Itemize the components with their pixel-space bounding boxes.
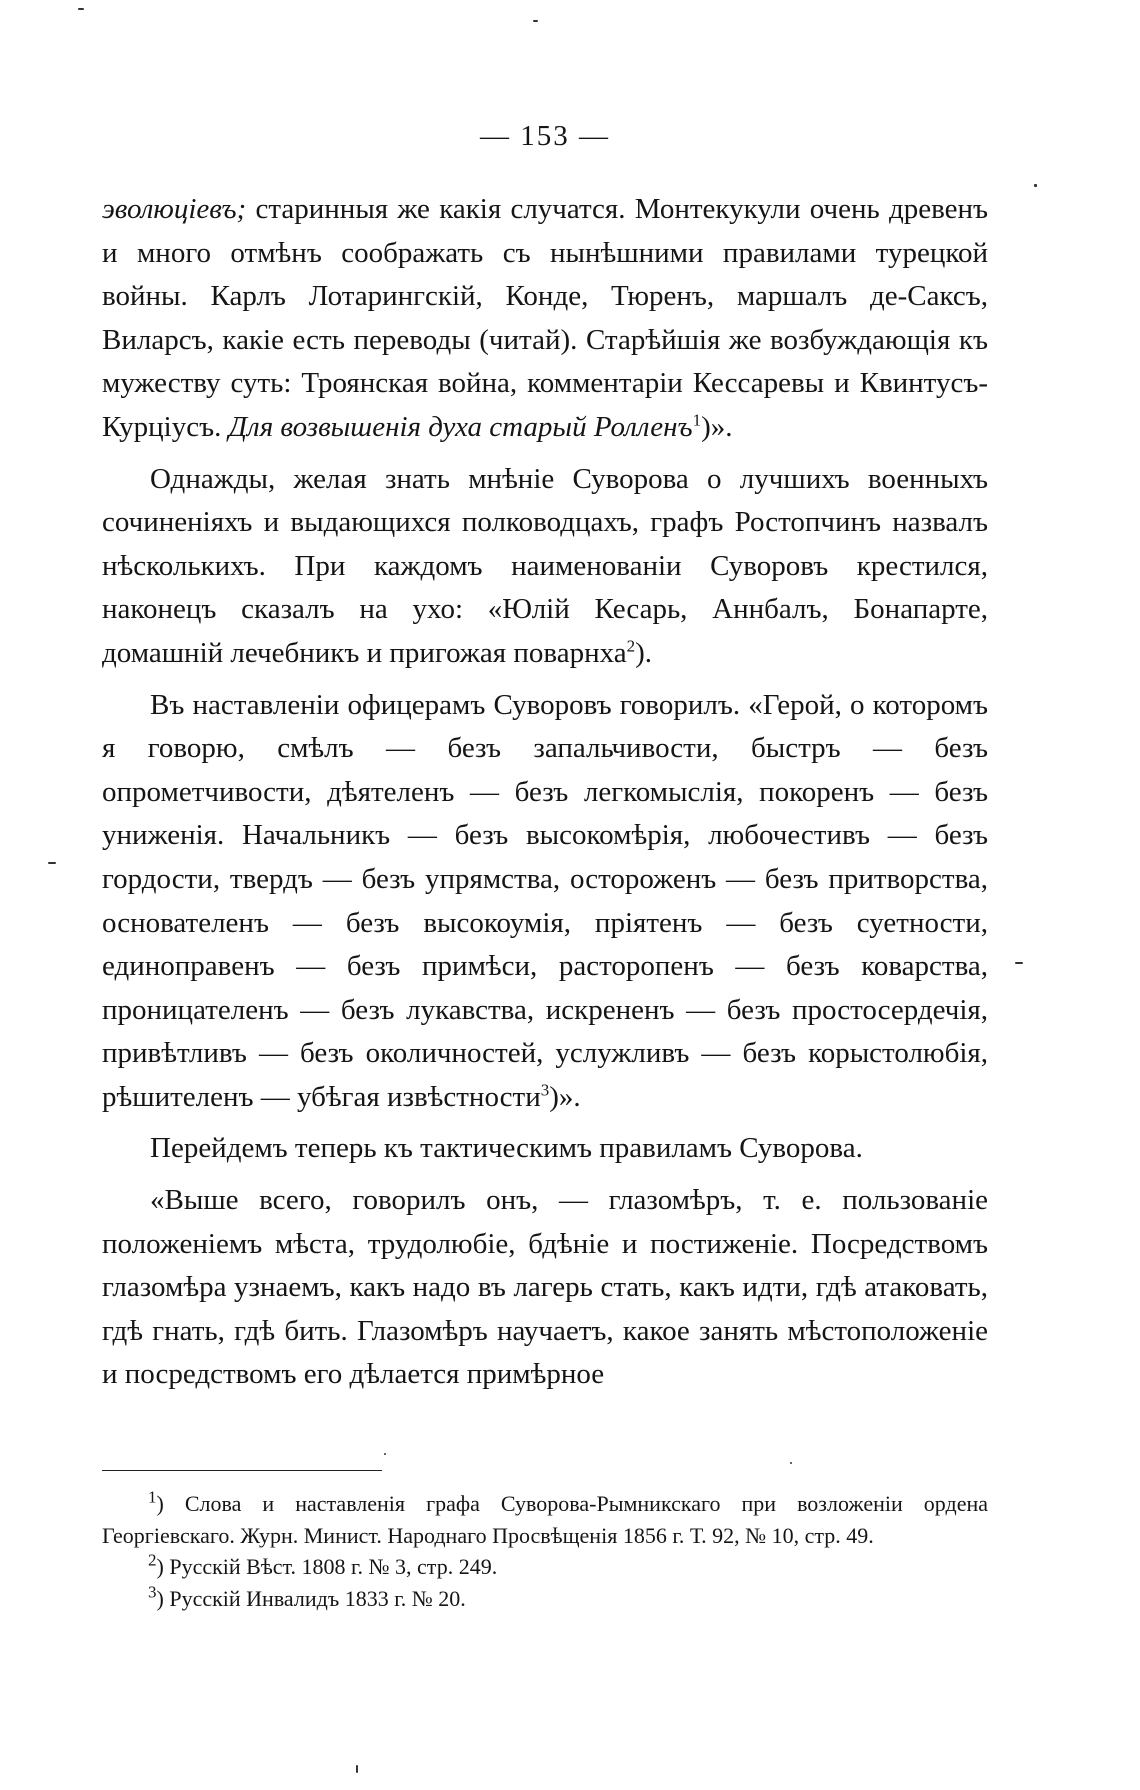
scan-speck bbox=[1034, 184, 1037, 187]
text-run: )». bbox=[549, 1080, 581, 1113]
footnote-text: Русскій Инвалидъ 1833 г. № 20. bbox=[169, 1585, 466, 1611]
footnote-marker: 1 bbox=[148, 1487, 157, 1507]
footnote-2: $^2$) Русскій Вѣст. 1808 г. № 3, стр. 249. bbox=[148, 1550, 498, 1579]
footnote-text: Слова и наставленія графа Суворова-Рымникскаго при возложеніи ордена Георгіевскаго. Журн. Минист. Народнаго Просвѣщенія 1856 г. Т. 92, № 10, стр. 49. bbox=[102, 1491, 989, 1548]
main-text bbox=[102, 188, 988, 1405]
text-run: Перейдемъ теперь къ тактическимъ правиламъ Суворова. bbox=[150, 1132, 863, 1165]
footnote-marker: 2 bbox=[148, 1550, 157, 1570]
page-number: — 153 — bbox=[480, 120, 610, 152]
scan-speck bbox=[384, 1453, 386, 1455]
footnote-ref: 1 bbox=[692, 410, 702, 430]
text-run: )». bbox=[701, 410, 733, 443]
scan-speck bbox=[533, 20, 538, 22]
scan-speck bbox=[1015, 962, 1023, 964]
paragraph bbox=[102, 458, 988, 676]
text-run: старинныя же какія случатся. Монтекукули очень древенъ и много отмѣнъ соображать съ нынѣшними правилами турецкой войны. Карлъ Лотарингскій, Конде, Тюренъ, маршалъ де-Саксъ, Виларсъ, какіе есть переводы (читай). Старѣйшія же возбуждающія къ мужеству суть: Троянская война, комментаріи Кессаревы и Квинтусъ-Курціусъ. bbox=[102, 193, 988, 443]
footnotes bbox=[102, 1488, 988, 1614]
text-run: Въ наставленіи офицерамъ Суворовъ говорилъ. «Герой, о которомъ я говорю, смѣлъ — безъ запальчивости, быстръ — безъ опрометчивости, дѣятеленъ — безъ легкомыслія, покоренъ — безъ униженія. Начальникъ — безъ высокомѣрія, любочестивъ — безъ гордости, твердъ — безъ упрямства, остороженъ — безъ притворства, основателенъ — безъ высокоумія, пріятенъ — безъ суетности, единоправенъ — безъ примѣси, расторопенъ — безъ коварства, проницателенъ — безъ лукавства, искрененъ — безъ простосердечія, привѣтливъ — безъ околичностей, услужливъ — безъ корыстолюбія, рѣшителенъ — убѣгая извѣстности bbox=[102, 688, 988, 1113]
text-run: Однажды, желая знать мнѣніе Суворова о лучшихъ военныхъ сочиненіяхъ и выдающихся полководцахъ, графъ Ростопчинъ назвалъ нѣсколькихъ. При каждомъ наименованіи Суворовъ крестился, наконецъ сказалъ на ухо: «Юлій Кесарь, Аннбалъ, Бонапарте, домашній лечебникъ и пригожая поварнха bbox=[102, 462, 988, 669]
footnote-1: $^1$) Слова и наставленія графа Суворова-Рымникскаго при возложеніи ордена Георгіевскаго. Журн. Минист. Народнаго Просвѣщенія 1856 г. Т. 92, № 10, стр. 49. bbox=[102, 1487, 989, 1548]
footnote-ref: 2 bbox=[626, 636, 636, 656]
text-run: ). bbox=[635, 636, 652, 669]
italic-text: Для возвышенія духа старый Ролленъ bbox=[228, 410, 693, 443]
book-page bbox=[102, 0, 988, 1790]
paragraph bbox=[102, 1179, 988, 1397]
text-run: «Выше всего, говорилъ онъ, — глазомѣръ, т. е. пользованіе положеніемъ мѣста, трудолюбіе, бдѣніе и постиженіе. Посредствомъ глазомѣра узнаемъ, какъ надо въ лагерь стать, какъ идти, гдѣ атаковать, гдѣ гнать, гдѣ бить. Глазомѣръ научаетъ, какое занять мѣстоположеніе и посредствомъ его дѣлается примѣрное bbox=[102, 1184, 988, 1391]
paragraph bbox=[102, 1127, 988, 1171]
scan-speck bbox=[790, 1462, 792, 1464]
footnote-3: $^3$) Русскій Инвалидъ 1833 г. № 20. bbox=[148, 1582, 466, 1611]
paragraph-continuation bbox=[102, 188, 988, 450]
paragraph bbox=[102, 684, 988, 1120]
footnote-divider bbox=[102, 1470, 382, 1471]
scan-speck bbox=[78, 8, 84, 10]
footnote-text: Русскій Вѣст. 1808 г. № 3, стр. 249. bbox=[169, 1554, 498, 1579]
footnote-ref: 3 bbox=[540, 1080, 550, 1100]
italic-text: эволюціевъ; bbox=[102, 193, 247, 225]
scan-speck bbox=[48, 862, 56, 864]
footnote-marker: 3 bbox=[148, 1582, 157, 1602]
scan-speck bbox=[356, 1765, 358, 1773]
